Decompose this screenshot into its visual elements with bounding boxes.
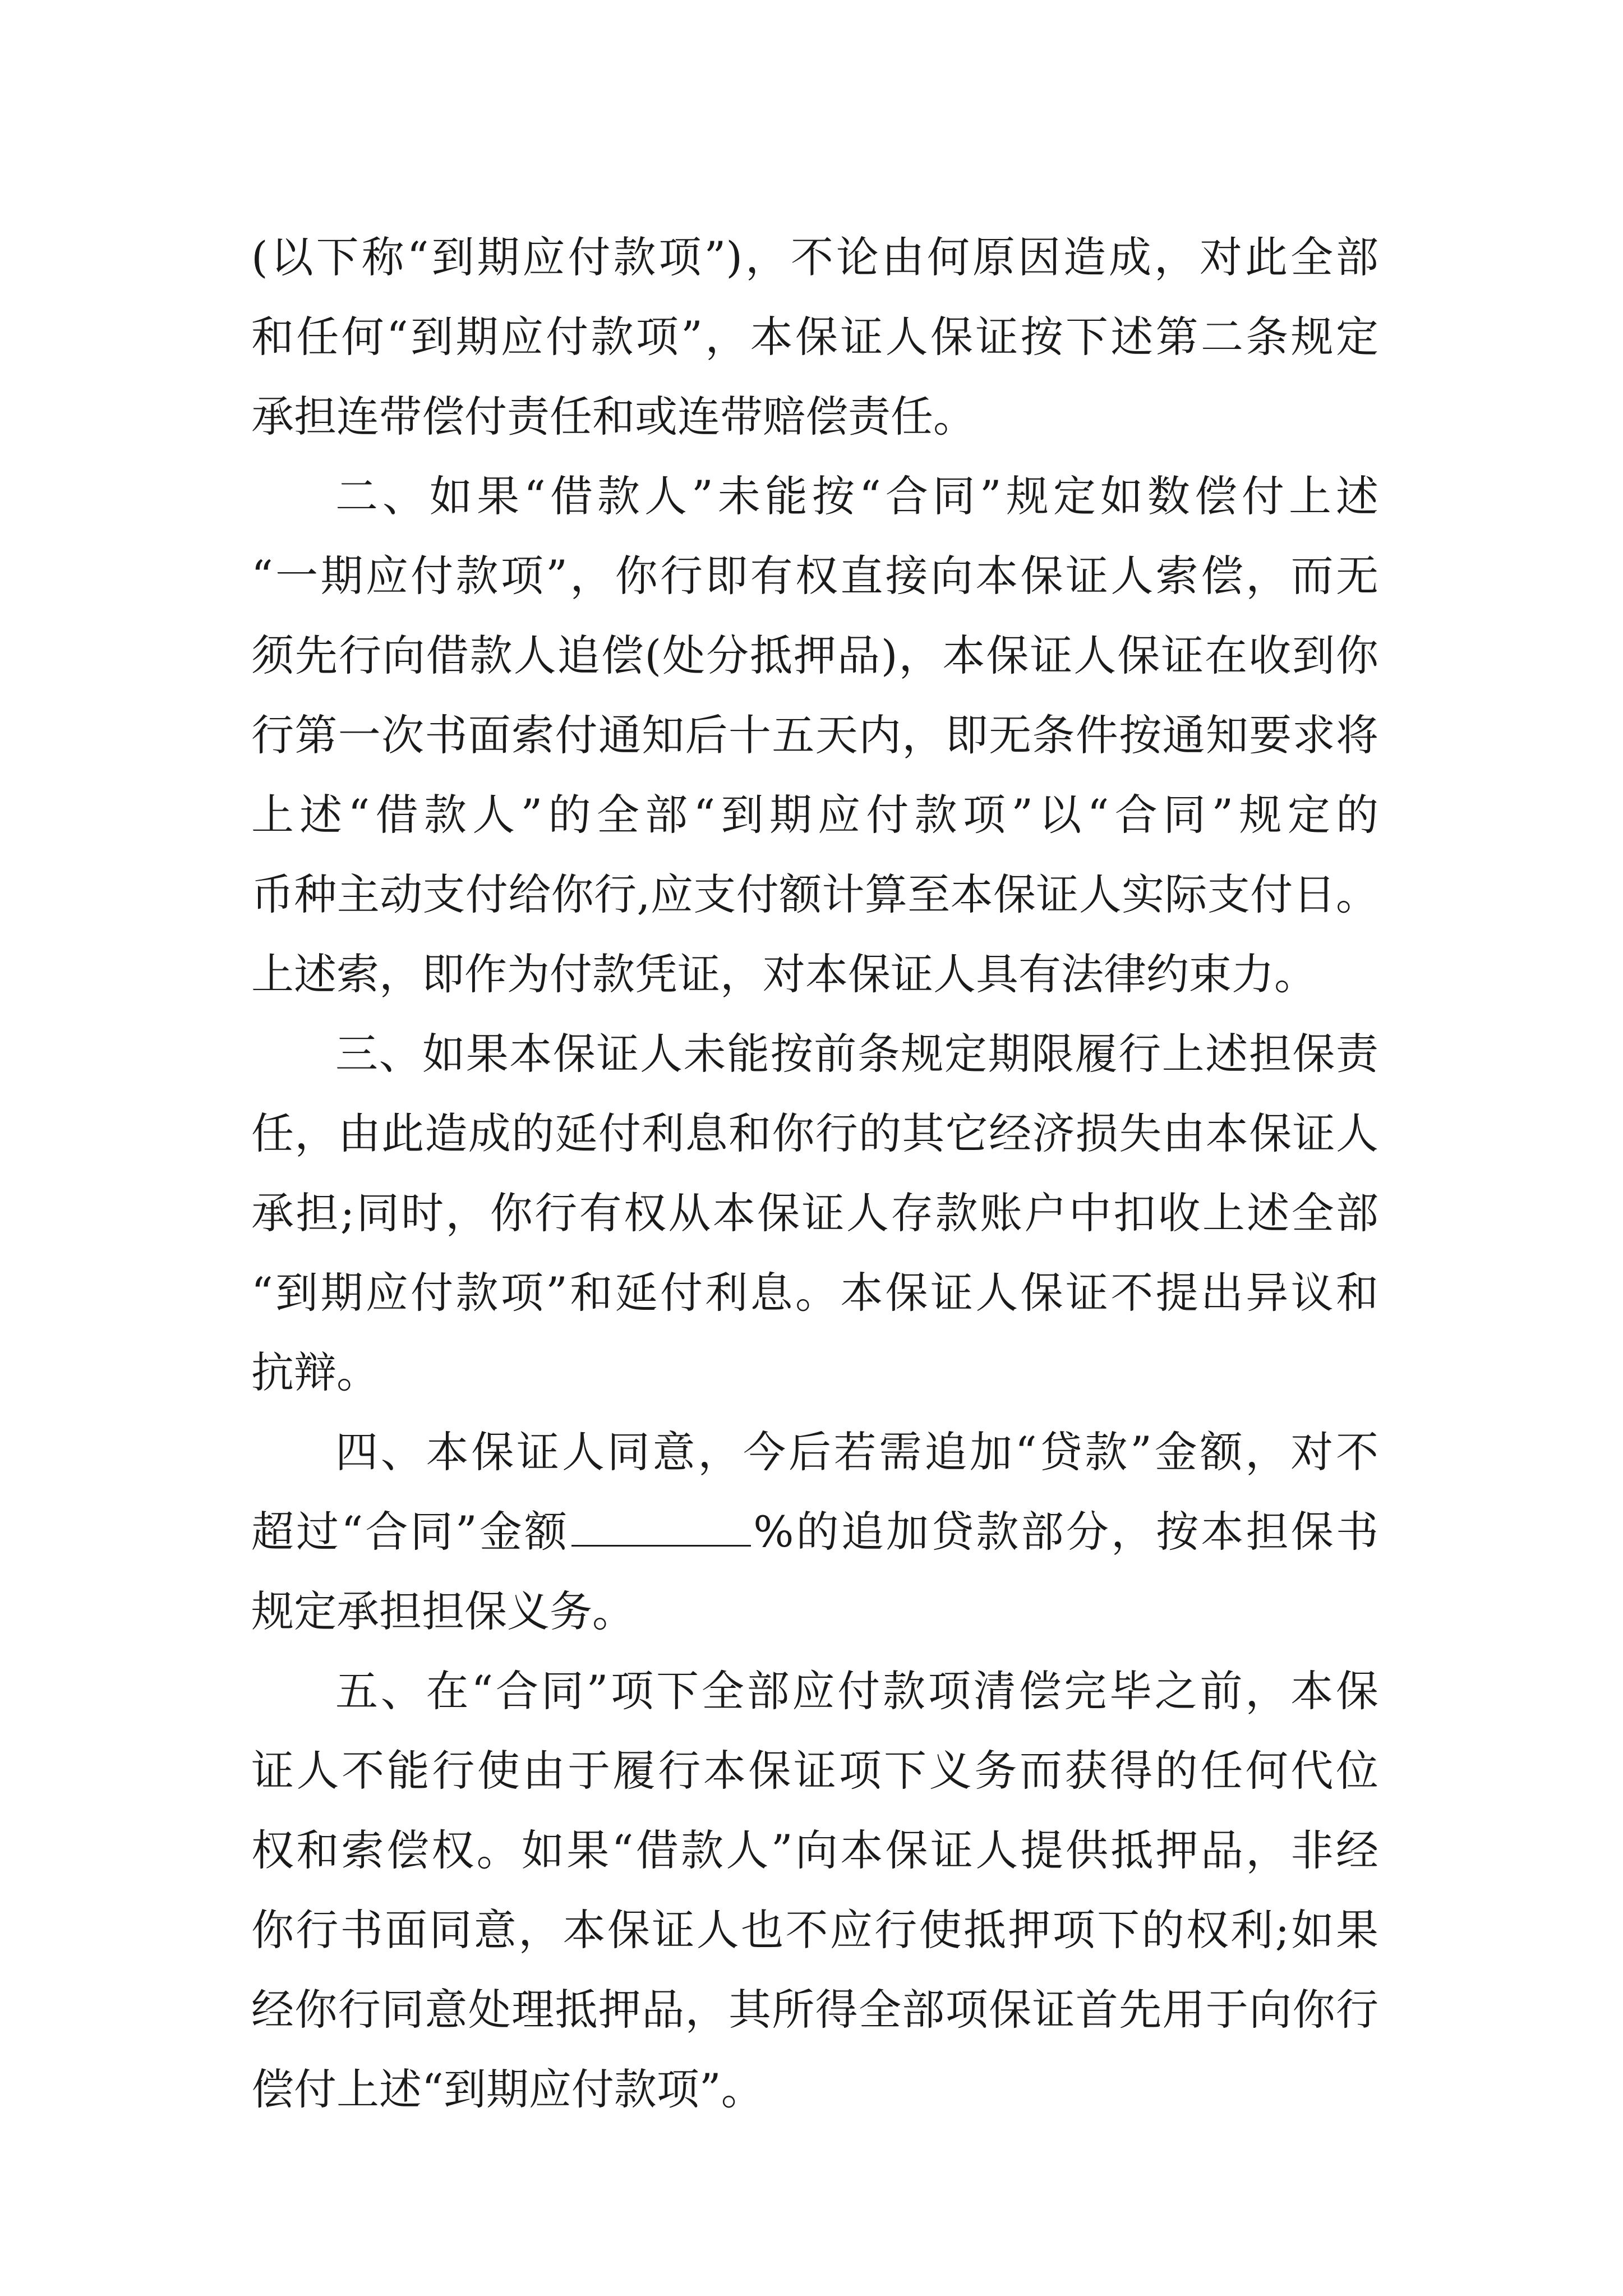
document-body xyxy=(251,218,1378,2129)
paragraph-line-with-blank xyxy=(251,1492,1378,1572)
paragraph-line: 承担;同时，你行有权从本保证人存款账户中扣收上述全部 xyxy=(251,1188,1378,1238)
paragraph-line: 承担连带偿付责任和或连带赔偿责任。 xyxy=(251,392,976,441)
blank-prefix: 超过“合同”金额 xyxy=(251,1507,570,1557)
paragraph-line: 任，由此造成的延付利息和你行的其它经济损失由本保证人 xyxy=(251,1108,1378,1158)
paragraph-line: (以下称“到期应付款项”)，不论由何原因造成，对此全部 xyxy=(251,232,1378,282)
clause-three-line: 三、如果本保证人未能按前条规定期限履行上述担保责 xyxy=(335,1029,1378,1079)
paragraph-line: 币种主动支付给你行,应支付额计算至本保证人实际支付日。 xyxy=(251,869,1378,919)
clause-four-line: 四、本保证人同意，今后若需追加“贷款”金额，对不 xyxy=(335,1427,1378,1477)
paragraph-line: 须先行向借款人追偿(处分抵押品)，本保证人保证在收到你 xyxy=(251,631,1378,680)
clause-five-line: 五、在“合同”项下全部应付款项清偿完毕之前，本保 xyxy=(335,1666,1378,1716)
paragraph-line: 和任何“到期应付款项”，本保证人保证按下述第二条规定 xyxy=(251,312,1378,362)
paragraph-line: 经你行同意处理抵押品，其所得全部项保证首先用于向你行 xyxy=(251,1985,1378,2035)
paragraph-line: 上述索，即作为付款凭证，对本保证人具有法律约束力。 xyxy=(251,949,1317,999)
paragraph-line: 规定承担担保义务。 xyxy=(251,1586,635,1636)
paragraph-line: 行第一次书面索付通知后十五天内，即无条件按通知要求将 xyxy=(251,710,1378,760)
paragraph-line: 抗辩。 xyxy=(251,1347,379,1397)
paragraph-line: 权和索偿权。如果“借款人”向本保证人提供抵押品，非经 xyxy=(251,1825,1378,1875)
paragraph-line: “一期应付款项”，你行即有权直接向本保证人索偿，而无 xyxy=(251,551,1378,601)
paragraph-line: 你行书面同意，本保证人也不应行使抵押项下的权利;如果 xyxy=(251,1905,1378,1955)
paragraph-line: “到期应付款项”和延付利息。本保证人保证不提出异议和 xyxy=(251,1268,1378,1318)
clause-two-line: 二、如果“借款人”未能按“合同”规定如数偿付上述 xyxy=(335,471,1378,521)
blank-suffix: %的追加贷款部分，按本担保书 xyxy=(753,1507,1378,1557)
paragraph-line: 证人不能行使由于履行本保证项下义务而获得的任何代位 xyxy=(251,1746,1378,1796)
paragraph-line: 上述“借款人”的全部“到期应付款项”以“合同”规定的 xyxy=(251,790,1378,840)
percentage-blank-field[interactable] xyxy=(571,1502,751,1547)
paragraph-line: 偿付上述“到期应付款项”。 xyxy=(251,2064,764,2114)
